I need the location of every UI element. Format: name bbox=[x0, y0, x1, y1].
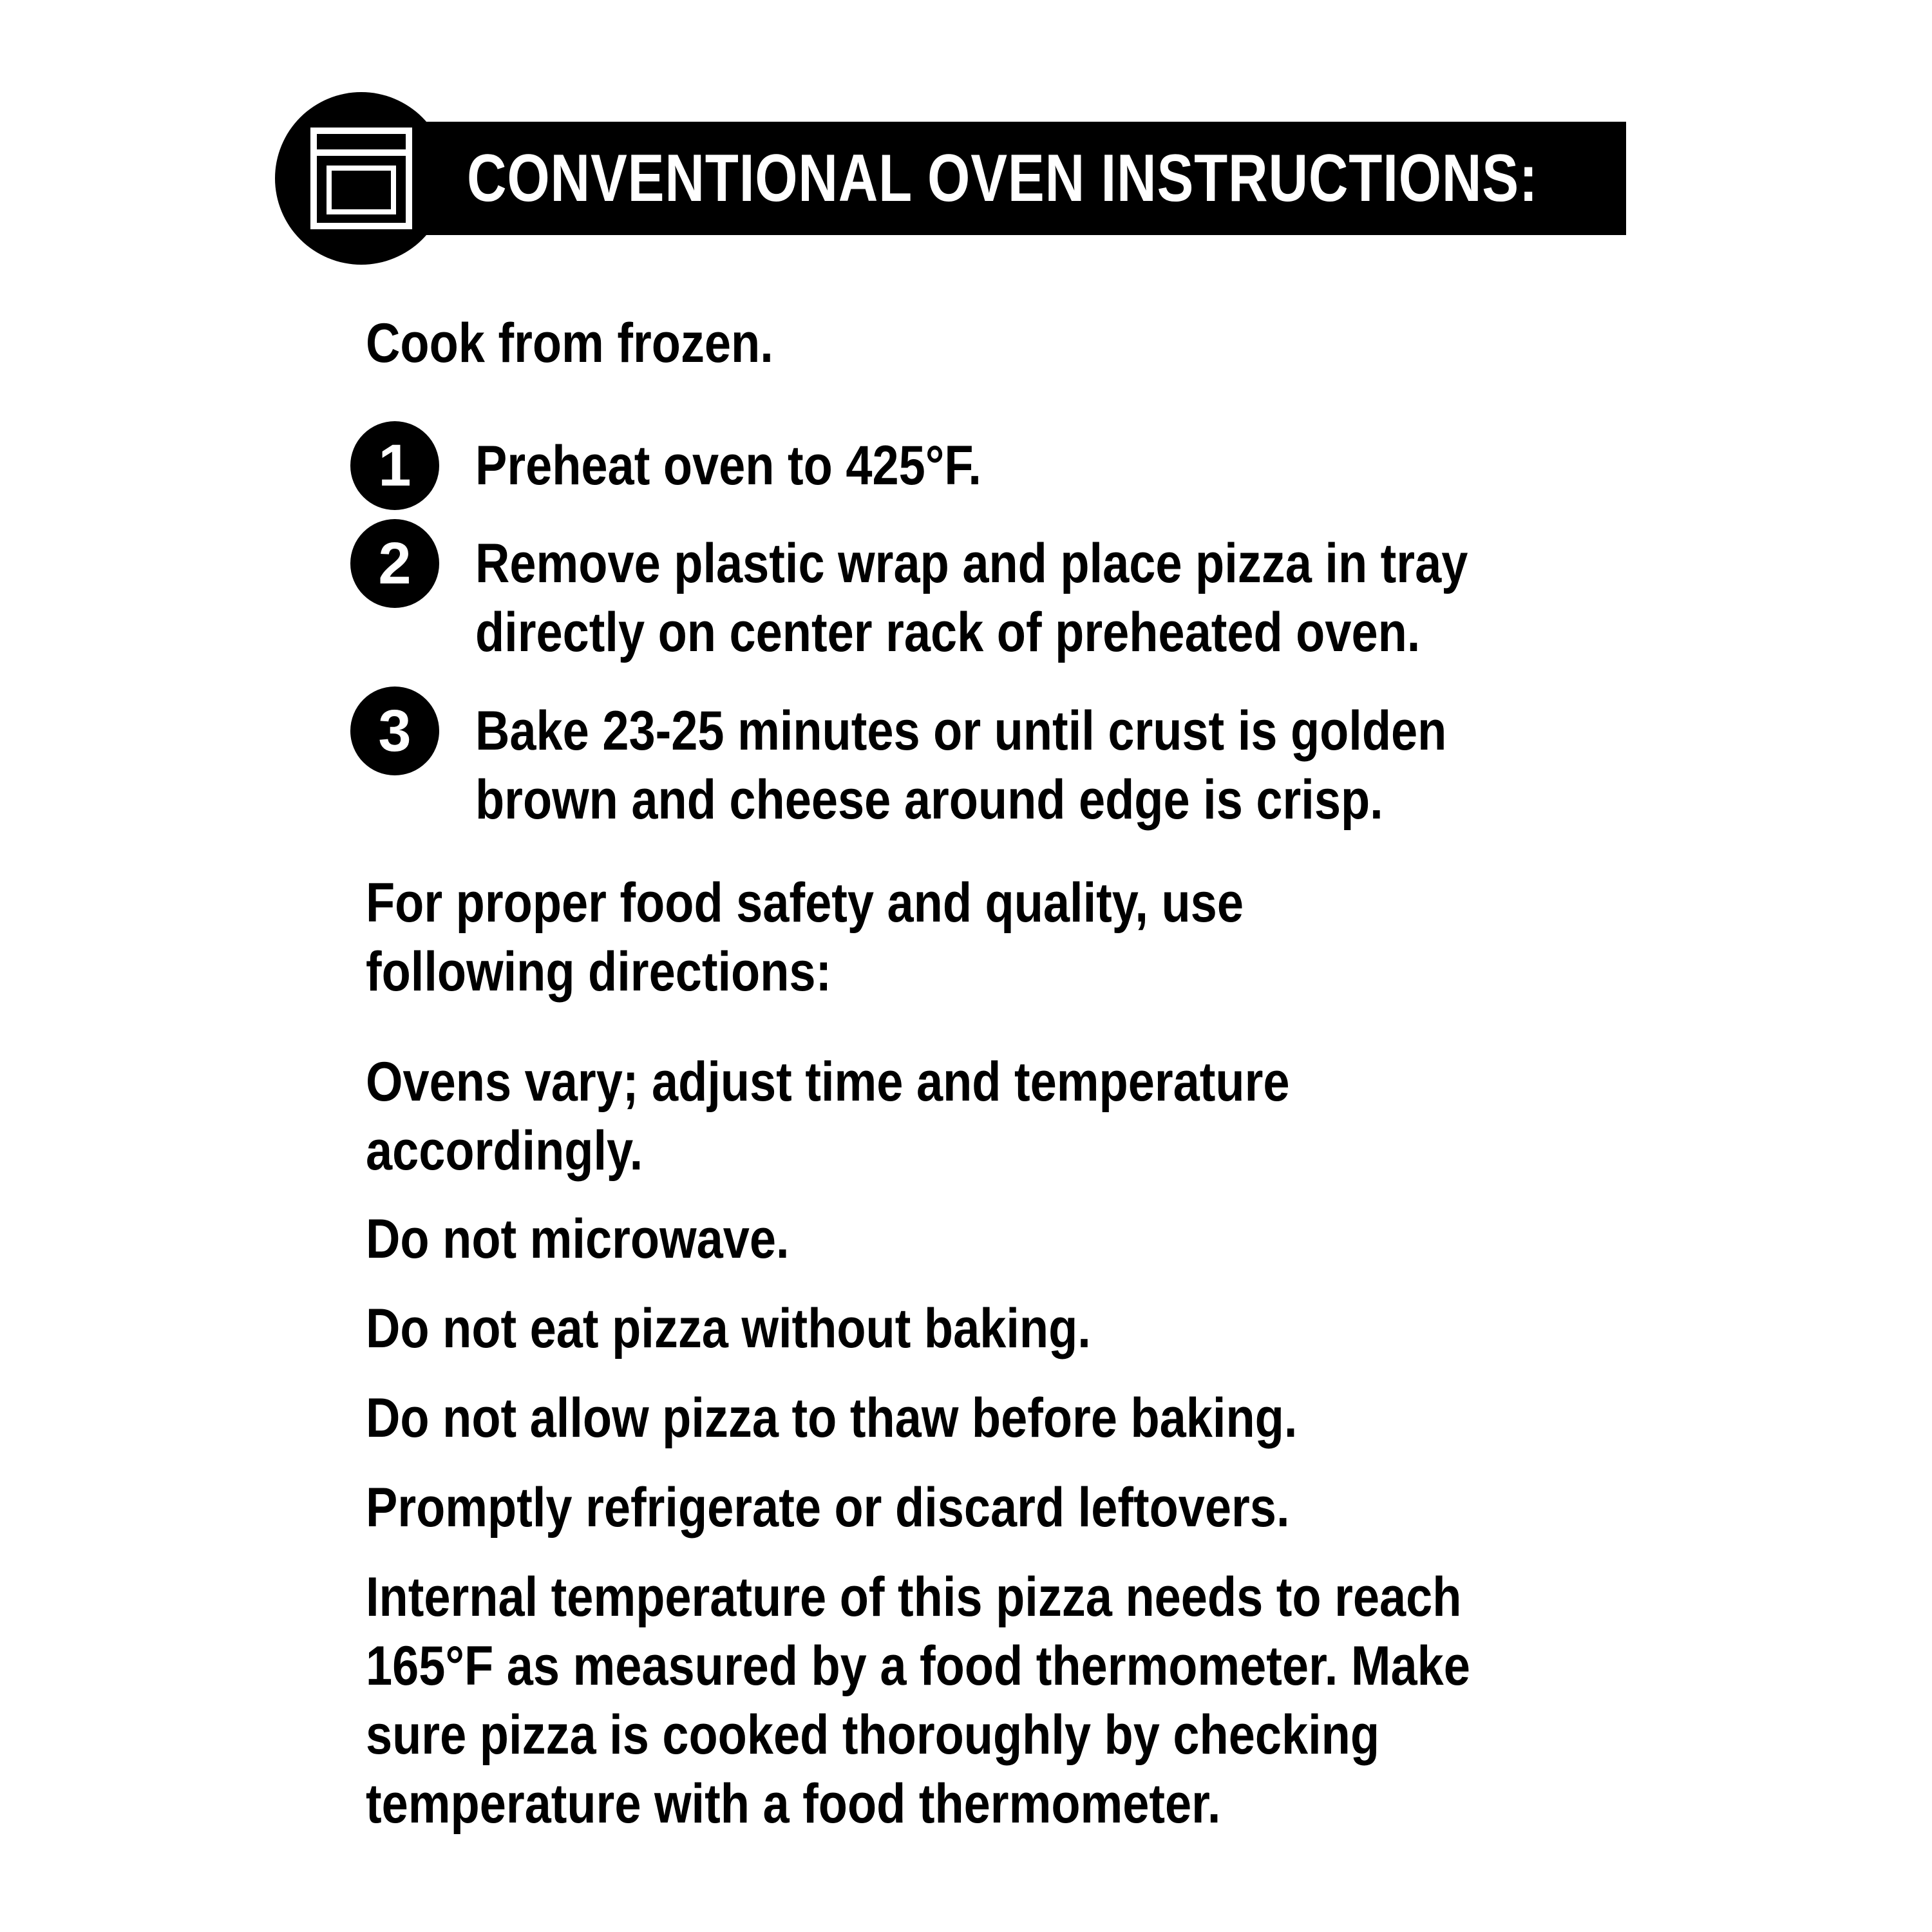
oven-badge bbox=[275, 92, 448, 265]
oven-icon bbox=[275, 92, 448, 265]
step-number-3: 3 bbox=[350, 687, 439, 775]
note-ovens-vary-line-1: Ovens vary; adjust time and temperature bbox=[366, 1051, 1290, 1113]
note-no-thaw: Do not allow pizza to thaw before baking. bbox=[366, 1387, 1298, 1449]
step-3-line-2: brown and cheese around edge is crisp. bbox=[475, 769, 1383, 831]
intro-text: Cook from frozen. bbox=[366, 312, 773, 374]
step-2-line-1: Remove plastic wrap and place pizza in tray bbox=[475, 533, 1468, 594]
step-number-2: 2 bbox=[350, 519, 439, 608]
note-no-eat-unbaked: Do not eat pizza without baking. bbox=[366, 1298, 1091, 1359]
note-leftovers: Promptly refrigerate or discard leftovers. bbox=[366, 1477, 1290, 1539]
note-internal-temp-line-2: 165°F as measured by a food thermometer. Make bbox=[366, 1635, 1470, 1697]
page-title: CONVENTIONAL OVEN INSTRUCTIONS: bbox=[467, 141, 1539, 216]
step-number-1: 1 bbox=[350, 421, 439, 510]
note-internal-temp-line-3: sure pizza is cooked thoroughly by checking bbox=[366, 1704, 1380, 1766]
note-internal-temp-line-4: temperature with a food thermometer. bbox=[366, 1773, 1221, 1835]
note-ovens-vary-line-2: accordingly. bbox=[366, 1120, 643, 1182]
note-no-microwave: Do not microwave. bbox=[366, 1208, 790, 1270]
safety-intro-line-1: For proper food safety and quality, use bbox=[366, 872, 1244, 934]
note-internal-temp-line-1: Internal temperature of this pizza needs to reach bbox=[366, 1566, 1462, 1628]
step-1-line-1: Preheat oven to 425°F. bbox=[475, 435, 981, 497]
step-2-line-2: directly on center rack of preheated oven. bbox=[475, 601, 1421, 663]
step-3-line-1: Bake 23-25 minutes or until crust is golden bbox=[475, 700, 1447, 762]
safety-intro-line-2: following directions: bbox=[366, 941, 832, 1003]
